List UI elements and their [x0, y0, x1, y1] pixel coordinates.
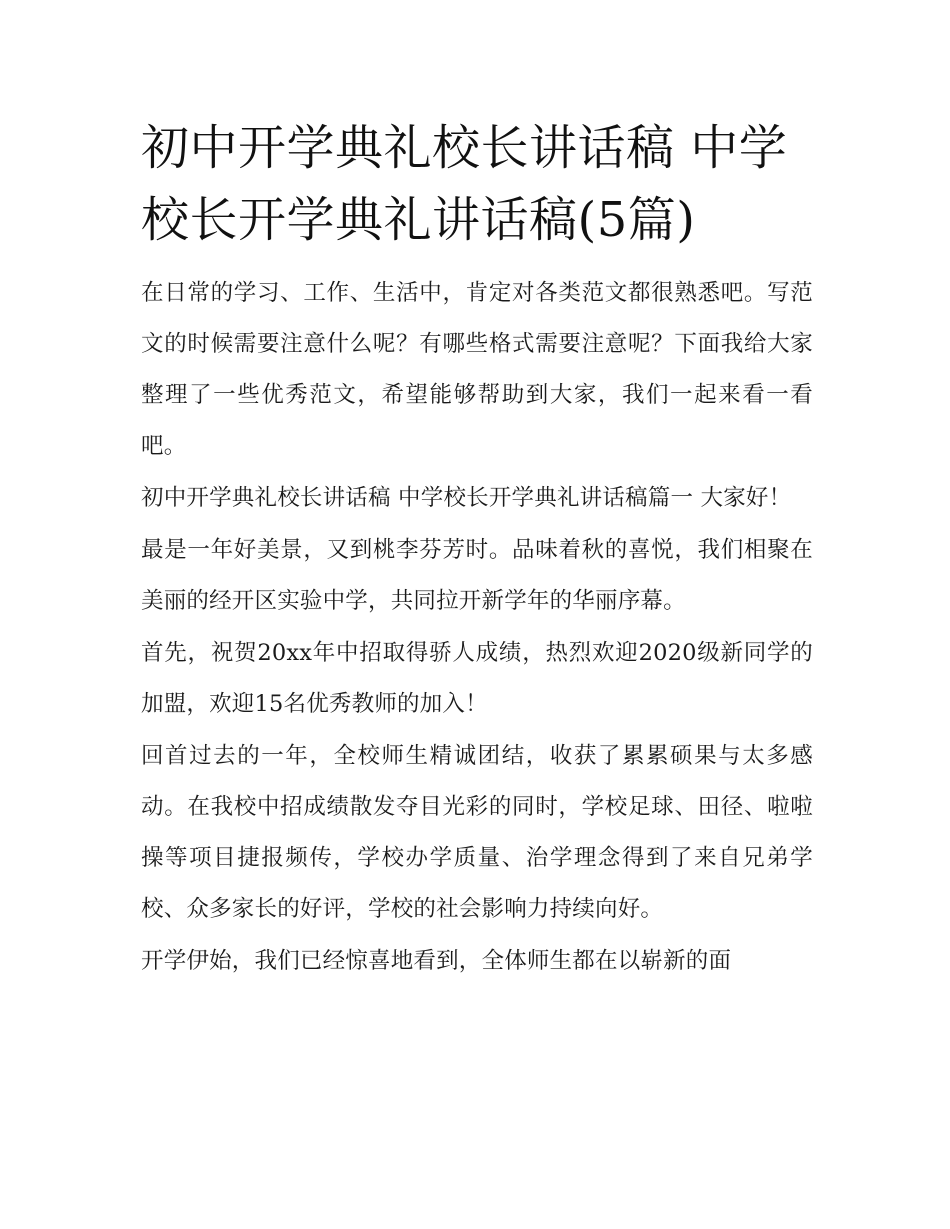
- paragraph-congratulations: 首先，祝贺20xx年中招取得骄人成绩，热烈欢迎2020级新同学的加盟，欢迎15名优秀教师的加入！: [141, 640, 813, 717]
- document-title: 初中开学典礼校长讲话稿 中学校长开学典礼讲话稿(5篇): [141, 120, 788, 248]
- paragraph-autumn: 最是一年好美景，又到桃李芬芳时。品味着秋的喜悦，我们相聚在美丽的经开区实验中学，共同拉开新学年的华丽序幕。: [141, 537, 813, 614]
- paragraph-review: 回首过去的一年，全校师生精诚团结，收获了累累硕果与太多感动。在我校中招成绩散发夺目光彩的同时，学校足球、田径、啦啦操等项目捷报频传，学校办学质量、治学理念得到了来自兄弟学校、众多家长的好评，学校的社会影响力持续向好。: [141, 743, 813, 922]
- document-page: [141, 112, 813, 988]
- paragraph-new-term: 开学伊始，我们已经惊喜地看到，全体师生都在以崭新的面: [141, 948, 732, 974]
- paragraph-intro: 在日常的学习、工作、生活中，肯定对各类范文都很熟悉吧。写范文的时候需要注意什么呢？有哪些格式需要注意呢？下面我给大家整理了一些优秀范文，希望能够帮助到大家，我们一起来看一看吧。: [141, 280, 813, 459]
- paragraph-section-heading: 初中开学典礼校长讲话稿 中学校长开学典礼讲话稿篇一 大家好！: [141, 485, 792, 511]
